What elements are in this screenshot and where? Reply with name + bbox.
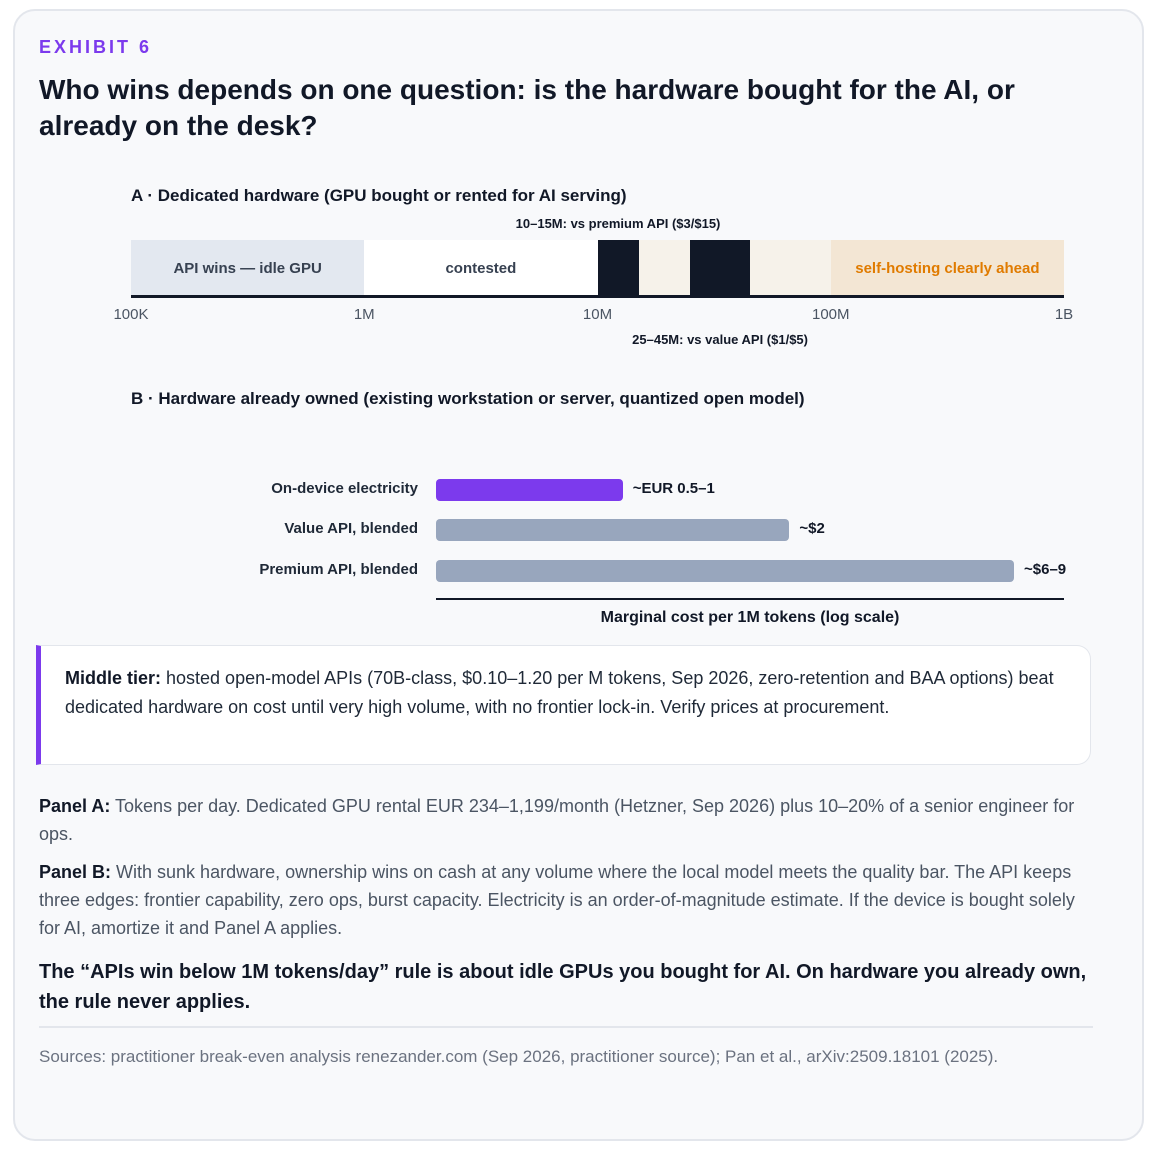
threshold-label-2: 25–45M: vs value API ($1/$5) bbox=[632, 332, 808, 347]
panel-a-title: A · Dedicated hardware (GPU bought or rented for AI serving) bbox=[131, 186, 627, 205]
bar-premium-api-blended bbox=[436, 560, 1014, 582]
tick-1b: 1B bbox=[1054, 306, 1074, 323]
panel-b-axis-line bbox=[436, 598, 1064, 600]
bar-value-api-blended bbox=[436, 519, 789, 541]
threshold-label-1: 10–15M: vs premium API ($3/$15) bbox=[515, 216, 721, 231]
bar-on-device-electricity bbox=[436, 479, 623, 501]
takeaway: The “APIs win below 1M tokens/day” rule is about idle GPUs you bought for AI. On hardware you already own, the rule never applies. bbox=[39, 961, 1087, 1013]
panel-a-axis-line bbox=[131, 295, 1064, 298]
panel-b-note-lead: Panel B: bbox=[39, 862, 112, 882]
sources: Sources: practitioner break-even analysis renezander.com (Sep 2026, practitioner source); Pan et al., arXiv:2509.18101 (2025). bbox=[39, 1047, 999, 1066]
panel-b-note bbox=[39, 858, 1091, 942]
bar-label-premium-api-blended: Premium API, blended bbox=[259, 561, 418, 578]
page-title: Who wins depends on one question: is the hardware bought for the AI, or already on the desk? bbox=[39, 74, 1015, 141]
panel-b-note-text: With sunk hardware, ownership wins on cash at any volume where the local model meets the quality bar. The API keeps three edges: frontier capability, zero ops, burst capacity. Electricity is an order-of-magnitude estimate. If the device is bought solely for AI, amortize it and Panel A applies. bbox=[39, 862, 1075, 938]
threshold-band-2 bbox=[690, 240, 750, 296]
tick-100k: 100K bbox=[113, 306, 149, 323]
panel-b-title: B · Hardware already owned (existing workstation or server, quantized open model) bbox=[131, 389, 805, 408]
zone-label-contested: contested bbox=[445, 259, 517, 277]
zone-label-api-wins-idle-gpu: API wins — idle GPU bbox=[173, 259, 322, 277]
panel-a-note-text: Tokens per day. Dedicated GPU rental EUR 234–1,199/month (Hetzner, Sep 2026) plus 10–20% of a senior engineer for ops. bbox=[39, 796, 1075, 844]
bar-label-value-api-blended: Value API, blended bbox=[284, 520, 418, 537]
tick-100m: 100M bbox=[811, 306, 850, 323]
bar-value-on-device-electricity: ~EUR 0.5–1 bbox=[632, 480, 715, 497]
threshold-band-1 bbox=[598, 240, 639, 296]
divider bbox=[39, 1026, 1093, 1028]
bar-value-value-api-blended: ~$2 bbox=[799, 520, 825, 537]
bar-label-on-device-electricity: On-device electricity bbox=[271, 480, 418, 497]
bar-value-premium-api-blended: ~$6–9 bbox=[1024, 561, 1067, 578]
panel-a-note bbox=[39, 792, 1091, 848]
zone-label-self-hosting-clearly-ahead: self-hosting clearly ahead bbox=[855, 259, 1040, 277]
middle-tier-text: hosted open-model APIs (70B-class, $0.10–1.20 per M tokens, Sep 2026, zero-retention and BAA options) beat dedicated hardware on cost until very high volume, with no frontier lock-in. Verify prices at procurement. bbox=[65, 668, 1054, 717]
panel-a-note-lead: Panel A: bbox=[39, 796, 111, 816]
exhibit-label: EXHIBIT 6 bbox=[39, 37, 153, 57]
tick-1m: 1M bbox=[353, 306, 375, 323]
middle-tier-callout bbox=[36, 645, 1091, 765]
panel-b-x-axis-label: Marginal cost per 1M tokens (log scale) bbox=[600, 609, 900, 626]
tick-10m: 10M bbox=[582, 306, 613, 323]
middle-tier-lead: Middle tier: bbox=[65, 668, 162, 688]
